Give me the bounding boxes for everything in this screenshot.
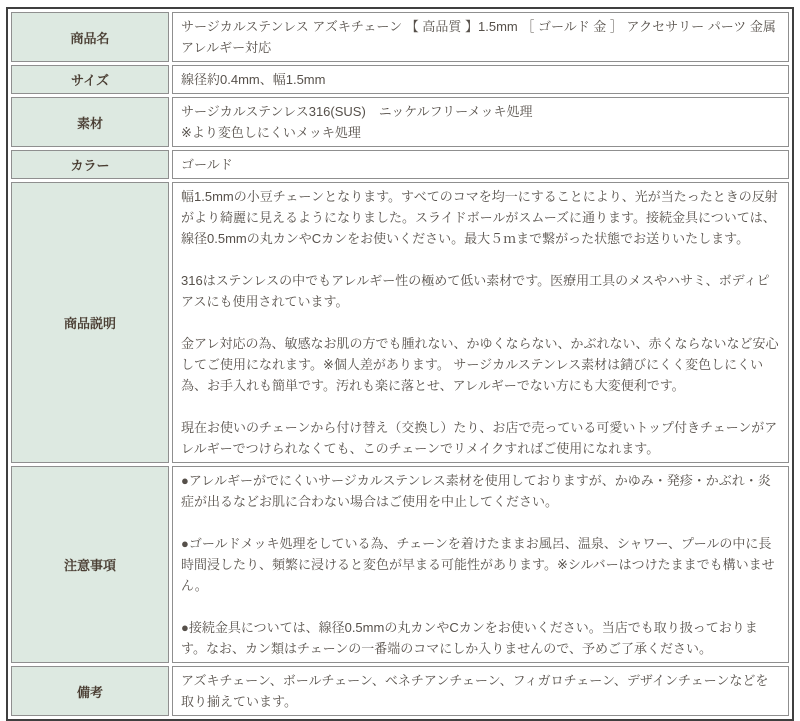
table-row [11, 666, 789, 716]
content-paragraph: ●接続金具については、線径0.5mmの丸カンやCカンをお使いください。当店でも取り扱っております。なお、カン類はチェーンの一番端のコマにしか入りませんので、予めご了承ください。 [181, 620, 758, 656]
row-label: カラー [11, 150, 169, 179]
row-content [172, 666, 789, 716]
content-paragraph: ゴールド [181, 157, 233, 172]
row-label: 商品名 [11, 12, 169, 62]
content-paragraph: 金アレ対応の為、敏感なお肌の方でも腫れない、かゆくならない、かぶれない、赤くならないなど安心してご使用になれます。※個人差があります。 サージカルステンレス素材は錆びにくく変色しにくい為、お手入れも簡単です。汚れも楽に落とせ、アレルギーでない方にも大変便利です。 [181, 336, 779, 393]
row-content [172, 182, 789, 463]
row-content [172, 97, 789, 147]
content-paragraph: ●アレルギーがでにくいサージカルステンレス素材を使用しておりますが、かゆみ・発疹・かぶれ・炎症が出るなどお肌に合わない場合はご使用を中止してください。 [181, 473, 771, 509]
product-spec-table-body [11, 12, 789, 716]
content-paragraph: サージカルステンレス316(SUS) ニッケルフリーメッキ処理 [181, 104, 533, 119]
table-row [11, 97, 789, 147]
content-paragraph: ●ゴールドメッキ処理をしている為、チェーンを着けたままお風呂、温泉、シャワー、プールの中に長時間浸したり、頻繁に浸けると変色が早まる可能性があります。※シルバーはつけたままでも構いません。 [181, 536, 775, 593]
table-row [11, 182, 789, 463]
content-paragraph: 幅1.5mmの小豆チェーンとなります。すべてのコマを均一にすることにより、光が当たったときの反射がより綺麗に見えるようになりました。スライドボールがスムーズに通ります。接続金具については、線径0.5mmの丸カンやCカンをお使いください。最大５ｍまで繋がった状態でお送りいたします。 [181, 189, 778, 246]
row-content [172, 150, 789, 179]
content-paragraph: サージカルステンレス アズキチェーン 【 高品質 】1.5mm ［ ゴールド 金 ］ アクセサリー パーツ 金属アレルギー対応 [181, 19, 776, 55]
row-label: 素材 [11, 97, 169, 147]
content-paragraph: 現在お使いのチェーンから付け替え（交換し）たり、お店で売っている可愛いトップ付きチェーンがアレルギーでつけられなくても、このチェーンでリメイクすればご使用になれます。 [181, 420, 778, 456]
table-row [11, 12, 789, 62]
content-paragraph: アズキチェーン、ボールチェーン、ベネチアンチェーン、フィガロチェーン、デザインチェーンなどを取り揃えています。 [181, 673, 769, 709]
row-content [172, 466, 789, 663]
content-paragraph: 線径約0.4mm、幅1.5mm [181, 72, 326, 87]
content-paragraph: ※より変色しにくいメッキ処理 [181, 125, 361, 140]
row-label: 注意事項 [11, 466, 169, 663]
row-content [172, 12, 789, 62]
table-row [11, 466, 789, 663]
row-label: 商品説明 [11, 182, 169, 463]
row-label: 備考 [11, 666, 169, 716]
row-label: サイズ [11, 65, 169, 94]
product-spec-table [6, 7, 794, 721]
table-row [11, 65, 789, 94]
row-content [172, 65, 789, 94]
content-paragraph: 316はステンレスの中でもアレルギー性の極めて低い素材です。医療用工具のメスやハサミ、ボディピアスにも使用されています。 [181, 273, 770, 309]
table-row [11, 150, 789, 179]
